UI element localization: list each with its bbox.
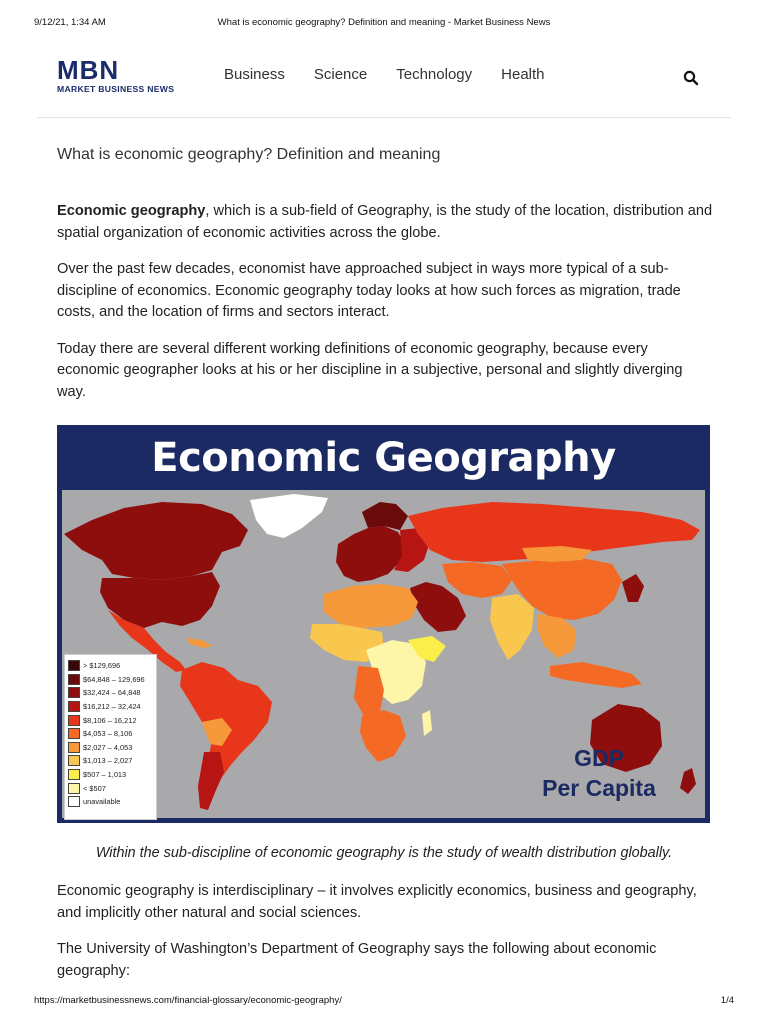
nav-science[interactable]: Science — [313, 66, 368, 83]
article-body — [57, 146, 713, 418]
legend-item — [68, 741, 153, 755]
legend-label: $1,013 – 2,027 — [83, 756, 133, 766]
legend-item — [68, 686, 153, 700]
legend-swatch — [68, 769, 80, 780]
nav-health[interactable]: Health — [501, 66, 545, 83]
page-title: What is economic geography? Definition and meaning — [57, 146, 441, 163]
print-date: 9/12/21, 1:34 AM — [34, 17, 106, 28]
print-footer — [34, 995, 734, 1006]
legend-swatch — [68, 755, 80, 766]
paragraph-1 — [57, 201, 713, 244]
legend-label: $507 – 1,013 — [83, 770, 127, 780]
legend-swatch — [68, 687, 80, 698]
legend-label: $16,212 – 32,424 — [83, 702, 141, 712]
paragraph-4: Economic geography is interdisciplinary – it involves explicitly economics, business and geography, and implicitly other natural and social sciences. — [57, 883, 697, 921]
nav-technology[interactable]: Technology — [396, 66, 473, 83]
legend-swatch — [68, 701, 80, 712]
print-doc-title: What is economic geography? Definition and meaning - Market Business News — [217, 17, 551, 28]
legend-item — [68, 768, 153, 782]
legend-item — [68, 754, 153, 768]
print-url: https://marketbusinessnews.com/financial-glossary/economic-geography/ — [34, 995, 342, 1006]
legend-item — [68, 781, 153, 795]
legend-swatch — [68, 796, 80, 807]
legend-swatch — [68, 674, 80, 685]
term-economic-geography: Economic geography — [57, 203, 206, 219]
gdp-map-figure — [57, 425, 710, 823]
article-body-continued — [57, 881, 713, 997]
nav-business[interactable]: Business — [224, 66, 285, 83]
legend-item — [68, 713, 153, 727]
print-page-number: 1/4 — [720, 995, 734, 1006]
legend-swatch — [68, 783, 80, 794]
legend-label: $4,053 – 8,106 — [83, 729, 133, 739]
main-nav — [224, 66, 574, 83]
logo-mbn: MBN — [57, 55, 120, 85]
legend-label: unavailable — [83, 797, 121, 807]
site-logo[interactable] — [57, 55, 199, 94]
site-header — [37, 56, 731, 118]
search-icon[interactable] — [683, 70, 699, 86]
legend-swatch — [68, 742, 80, 753]
figure-gdp-label — [514, 743, 684, 803]
legend-item — [68, 673, 153, 687]
legend-item — [68, 727, 153, 741]
paragraph-5: The University of Washington’s Department of Geography says the following about economic geography: — [57, 941, 657, 979]
logo-tagline: MARKET BUSINESS NEWS — [57, 84, 175, 94]
legend-item — [68, 795, 153, 809]
print-header — [34, 17, 734, 31]
legend-item — [68, 659, 153, 673]
figure-gdp-label-line2: Per Capita — [542, 775, 656, 801]
figure-caption: Within the sub-discipline of economic geography is the study of wealth distribution globally. — [95, 845, 673, 861]
figure-title: Economic Geography — [151, 435, 616, 481]
legend-label: $8,106 – 16,212 — [83, 715, 137, 725]
legend-item — [68, 700, 153, 714]
legend-swatch — [68, 715, 80, 726]
legend-swatch — [68, 728, 80, 739]
legend-swatch — [68, 660, 80, 671]
legend-label: $2,027 – 4,053 — [83, 742, 133, 752]
figure-gdp-label-line1: GDP — [574, 745, 624, 771]
paragraph-2: Over the past few decades, economist have approached subject in ways more typical of a sub-discipline of economics. Economic geography today looks at how such forces as migration, trade costs, and the location of firms and sectors interact. — [57, 261, 681, 320]
paragraph-1-text: , which is a sub-field of Geography, is the study of the location, distribution and spatial organization of economic activities across the globe. — [57, 203, 713, 241]
legend-label: $64,848 – 129,696 — [83, 674, 145, 684]
legend-label: < $507 — [83, 783, 106, 793]
paragraph-3: Today there are several different working definitions of economic geography, because every economic geographer looks at his or her discipline in a subjective, personal and slightly diverging way. — [57, 340, 683, 400]
legend-label: > $129,696 — [83, 661, 121, 671]
map-legend — [64, 654, 157, 820]
legend-label: $32,424 – 64,848 — [83, 688, 141, 698]
